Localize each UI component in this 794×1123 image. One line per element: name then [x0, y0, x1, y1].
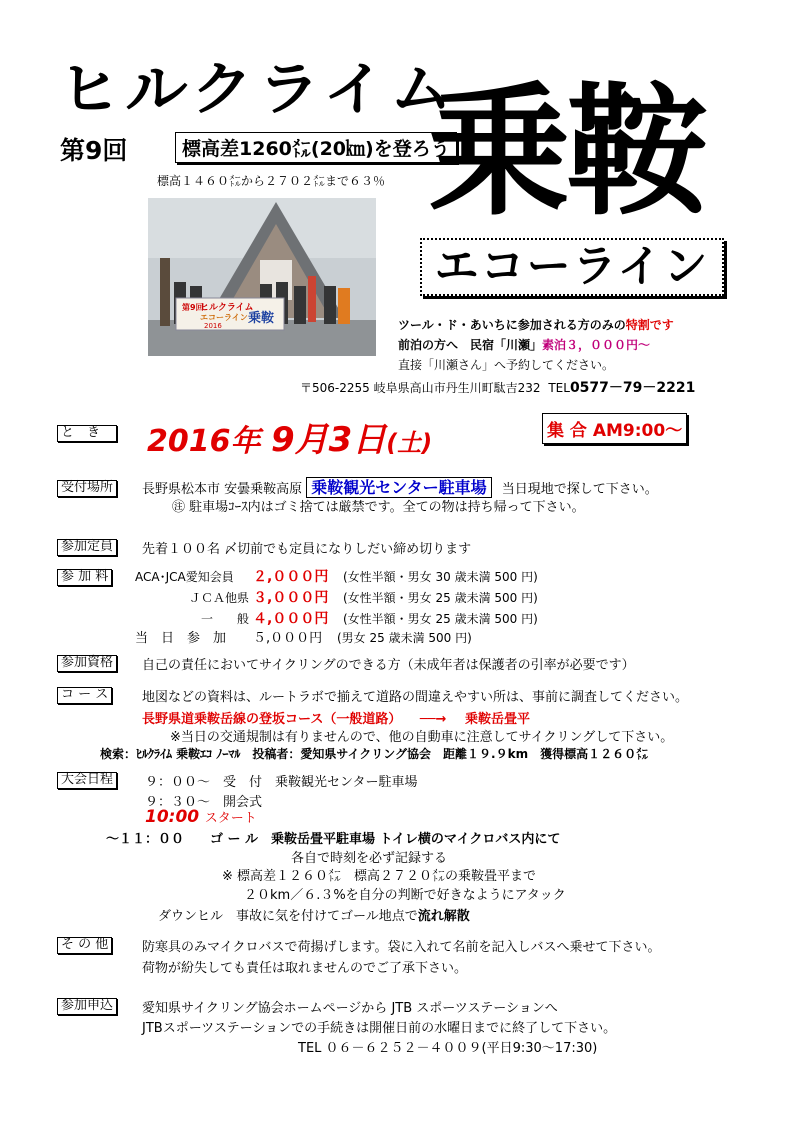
fee-amount: ３,０００円	[253, 590, 329, 606]
fee-category: 一 般	[200, 612, 249, 626]
route-from: 長野県道乗鞍岳線の登坂コース（一般道路）	[142, 712, 402, 727]
lodging-line1	[398, 316, 674, 333]
date-weekday: (土)	[386, 429, 433, 457]
address-text: 〒506-2255 岐阜県高山市丹生川町駄吉232	[300, 381, 541, 395]
reception-venue: 乗鞍観光センター駐車場	[306, 477, 491, 498]
gradient-note: 標高１４６０㍍から２７０２㍍まで６３％	[157, 174, 386, 188]
apply-label: 参加申込	[57, 998, 117, 1015]
subtitle-box: エコーライン	[420, 238, 724, 296]
main-title: 乗鞍	[428, 70, 704, 235]
course-text: 地図などの資料は、ルートラボで揃えて道路の間違えやすい所は、事前に調査してください。	[142, 690, 689, 705]
eligibility-label: 参加資格	[57, 655, 117, 672]
event-title: ヒルクライム	[58, 55, 457, 123]
schedule-goal: ～１１：００ ゴ ー ル 乗鞍岳畳平駐車場 トイレ横のマイクロバス内にて	[106, 832, 561, 847]
banner-main: 乗鞍	[248, 311, 275, 326]
banner-edition: 第9回	[182, 303, 204, 312]
schedule-start	[145, 807, 257, 827]
apply-line1: 愛知県サイクリング協会ホームページから JTB スポーツステーションへ	[142, 1001, 558, 1016]
schedule-downhill	[158, 905, 470, 924]
fee-row	[135, 608, 538, 628]
apply-line2: JTBスポーツステーションでの手続きは開催日前の水曜日までに終了して下さい。	[142, 1021, 617, 1036]
date-year: 2016年	[147, 424, 261, 459]
fee-category: ACA･JCA愛知会員	[135, 570, 234, 584]
lodging-line1-highlight: 特割です	[625, 318, 674, 332]
tel-number: 0577－79－2221	[569, 380, 696, 396]
assembly-box: 集 合 AM9:00～	[542, 413, 687, 444]
tagline-box: 標高差1260㍍(20㎞)を登ろう	[175, 132, 457, 163]
route-arrow: ──→	[419, 712, 447, 727]
route-to: 乗鞍岳畳平	[464, 712, 530, 727]
other-line1: 防寒具のみマイクロバスで荷揚げします。袋に入れて名前を記入しバスへ乗せて下さい。	[142, 940, 661, 955]
capacity-text: 先着１００名 〆切前でも定員になりしだい締め切ります	[142, 542, 472, 557]
tel-label: TEL	[548, 381, 570, 395]
reception-note: 当日現地で探して下さい。	[501, 482, 658, 497]
reception-line	[142, 475, 658, 498]
schedule-record: 各自で時刻を必ず記録する	[291, 851, 448, 866]
schedule-opening: ９：３０～ 開会式	[145, 795, 263, 810]
edition-label: 第9回	[60, 136, 128, 165]
fee-amount: ４,０００円	[253, 611, 329, 627]
fee-row	[135, 587, 538, 607]
downhill-prefix: ダウンヒル 事故に気を付けてゴール地点で	[158, 909, 418, 924]
same-day-label: 当 日 参 加	[135, 631, 227, 646]
start-label: スタート	[204, 811, 257, 826]
trash-note: ㊟ 駐車場ｺｰｽ内はゴミ捨ては厳禁です。全ての物は持ち帰って下さい。	[172, 500, 585, 515]
downhill-bold: 流れ解散	[417, 909, 470, 924]
capacity-label: 参加定員	[57, 539, 117, 556]
date-day: 9月3日	[270, 420, 387, 460]
lodging-address	[300, 377, 695, 397]
fee-same-day	[135, 627, 472, 646]
fee-note: (女性半額・男女 25 歳未満 500 円)	[343, 591, 538, 605]
lodging-line2-highlight: 素泊３，０００円～	[542, 338, 651, 352]
banner-subtitle: エコーライン	[200, 313, 248, 322]
reception-label: 受付場所	[57, 480, 117, 497]
lodging-line2	[398, 336, 650, 353]
other-line2: 荷物が紛失しても責任は取れませんのでご了承下さい。	[142, 961, 468, 976]
fee-row	[135, 566, 538, 586]
event-photo	[148, 198, 376, 356]
banner-year: 2016	[204, 322, 222, 330]
eligibility-text: 自己の責任においてサイクリングのできる方（未成年者は保護者の引率が必要です）	[142, 658, 635, 673]
fees-label: 参 加 料	[57, 569, 112, 586]
start-time: 10:00	[145, 807, 200, 827]
lodging-line2-prefix: 前泊の方へ 民宿「川瀬」	[398, 338, 543, 352]
group-photo-image	[148, 198, 376, 356]
schedule-label: 大会日程	[57, 772, 117, 789]
date-text	[147, 412, 432, 461]
lodging-line3: 直接「川瀬さん」へ予約してください。	[398, 358, 615, 372]
banner-title: ヒルクライム	[200, 303, 254, 313]
fee-note: (女性半額・男女 25 歳未満 500 円)	[343, 612, 538, 626]
schedule-note1: ※ 標高差１２６０㍍ 標高２７２０㍍の乗鞍畳平まで	[222, 869, 537, 884]
schedule-note2: ２０km／６.３%を自分の判断で好きなようにアタック	[244, 888, 566, 903]
same-day-amount: ５,０００円	[253, 631, 323, 646]
fee-note: (女性半額・男女 30 歳未満 500 円)	[343, 570, 538, 584]
same-day-note: (男女 25 歳未満 500 円)	[337, 631, 472, 645]
traffic-note: ※当日の交通規制は有りませんので、他の自動車に注意してサイクリングして下さい。	[170, 730, 674, 745]
course-route	[142, 708, 530, 727]
apply-tel: TEL ０６－６２５２－４００９(平日9:30～17:30)	[298, 1041, 598, 1056]
reception-place: 長野県松本市 安曇乗鞍高原	[142, 482, 303, 497]
course-label: コ ー ス	[57, 687, 112, 704]
schedule-reception: ９：００～ 受 付 乗鞍観光センター駐車場	[145, 775, 418, 790]
fee-amount: ２,０００円	[253, 569, 329, 585]
fee-category: ＪＣＡ他県	[188, 591, 249, 605]
route-search-info: 検索：ﾋﾙｸﾗｲﾑ 乗鞍ｴｺ ﾉｰﾏﾙ 投稿者：愛知県サイクリング協会 距離１９.９km 獲得標高１２６０㍍	[100, 747, 649, 761]
lodging-line1-prefix: ツール・ド・あいちに参加される方のみの	[398, 318, 626, 332]
date-label: と き	[57, 425, 117, 442]
other-label: そ の 他	[57, 937, 112, 954]
